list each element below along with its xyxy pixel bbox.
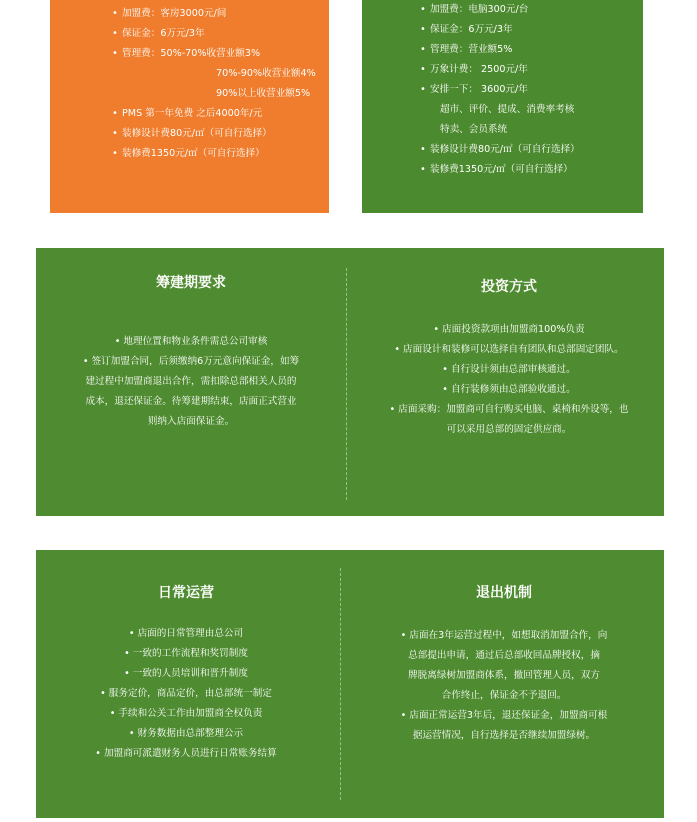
list-item: • 装修设计费80元/㎡（可自行选择）: [108, 124, 316, 144]
list-item: • 服务定价，商品定价，由总部统一制定: [100, 688, 272, 699]
list-item: • 加盟费：电脑300元/台: [416, 0, 580, 20]
list-item: • 地理位置和物业条件需总公司审核: [114, 336, 268, 347]
bullet-icon: •: [420, 144, 426, 155]
list-item: • 装修费1350元/㎡（可自行选择）: [416, 160, 580, 180]
list-item: • 手续和公关工作由加盟商全权负责: [109, 708, 263, 719]
bullet-icon: •: [420, 64, 426, 75]
bullet-icon: •: [420, 84, 426, 95]
netcafe-fee-card: [362, 0, 643, 213]
list-item: • 管理费：50%-70%收营业额3%: [108, 44, 316, 64]
hotel-fee-list: [108, 4, 316, 164]
list-item: • PMS 第一年免费 之后4000年/元: [108, 104, 316, 124]
list-item: • 一致的工作流程和奖罚制度: [124, 648, 248, 659]
list-item: • 加盟费：客房3000元/间: [108, 4, 316, 24]
hotel-fee-card: [50, 0, 329, 213]
construction-investment-card: [36, 248, 664, 516]
list-item: • 装修费1350元/㎡（可自行选择）: [108, 144, 316, 164]
list-item: • 万象计费： 2500元/年: [416, 60, 580, 80]
list-item: 据运营情况，自行选择是否继续加盟绿树。: [412, 730, 596, 741]
bullet-icon: •: [112, 48, 118, 59]
list-item: 特卖、会员系统: [440, 124, 508, 135]
list-item: • 店面的日常管理由总公司: [128, 628, 244, 639]
construction-list: [36, 332, 346, 432]
bullet-icon: •: [420, 164, 426, 175]
list-item: • 安排一下： 3600元/年: [416, 80, 580, 100]
list-item: • 装修设计费80元/㎡（可自行选择）: [416, 140, 580, 160]
list-item: 总部提出申请，通过后总部收回品牌授权，摘: [408, 650, 600, 661]
list-item: • 自行设计须由总部审核通过。: [442, 364, 576, 375]
bullet-icon: •: [420, 24, 426, 35]
list-item: • 自行装修须由总部验收通过。: [442, 384, 576, 395]
investment-list: [354, 320, 664, 440]
section-divider: [340, 568, 341, 800]
construction-title: 筹建期要求: [156, 275, 226, 291]
bullet-icon: •: [420, 4, 426, 15]
list-item: 超市、评价、提成、消费率考核: [440, 104, 575, 115]
bullet-icon: •: [420, 44, 426, 55]
list-item: • 店面设计和装修可以选择自有团队和总部固定团队。: [394, 344, 624, 355]
section-divider: [346, 268, 347, 500]
bullet-icon: •: [112, 108, 118, 119]
bullet-icon: •: [112, 128, 118, 139]
list-item: • 一致的人员培训和晋升制度: [124, 668, 248, 679]
exit-mechanism-list: [354, 626, 654, 746]
list-item: • 加盟商可派遣财务人员进行日常账务结算: [95, 748, 277, 759]
netcafe-fee-list: [416, 0, 580, 180]
list-item: • 财务数据由总部整理公示: [128, 728, 244, 739]
operation-exit-card: [36, 550, 664, 818]
bullet-icon: •: [112, 28, 118, 39]
list-item: 可以采用总部的固定供应商。: [446, 424, 572, 435]
list-item: • 店面在3年运营过程中，如想取消加盟合作，向: [400, 630, 608, 641]
list-item: 牌脱离绿树加盟商体系，撤回管理人员，双方: [408, 670, 600, 681]
list-item: • 保证金：6万元/3年: [416, 20, 580, 40]
bullet-icon: •: [112, 8, 118, 19]
list-item: • 店面采购：加盟商可自行购买电脑、桌椅和外设等，也: [389, 404, 629, 415]
list-item: • 店面投资款项由加盟商100%负责: [433, 324, 585, 335]
investment-title: 投资方式: [481, 279, 537, 295]
list-item: 建过程中加盟商退出合作，需扣除总部相关人员的: [85, 376, 297, 387]
list-item: • 管理费：营业额5%: [416, 40, 580, 60]
list-item: • 保证金：6万元/3年: [108, 24, 316, 44]
list-item: • 签订加盟合同，后须缴纳6万元意向保证金，如筹: [82, 356, 300, 367]
exit-mechanism-title: 退出机制: [476, 585, 532, 601]
list-item: 成本，退还保证金。待筹建期结束，店面正式营业: [85, 396, 297, 407]
list-item: 70%-90%收营业额4%: [216, 68, 316, 79]
bullet-icon: •: [112, 148, 118, 159]
list-item: 合作终止，保证金不予退回。: [441, 690, 567, 701]
daily-operation-title: 日常运营: [158, 585, 214, 601]
daily-operation-list: [36, 624, 336, 764]
list-item: 则纳入店面保证金。: [147, 416, 235, 427]
list-item: • 店面正常运营3年后，退还保证金，加盟商可根: [400, 710, 608, 721]
list-item: 90%以上收营业额5%: [216, 88, 311, 99]
